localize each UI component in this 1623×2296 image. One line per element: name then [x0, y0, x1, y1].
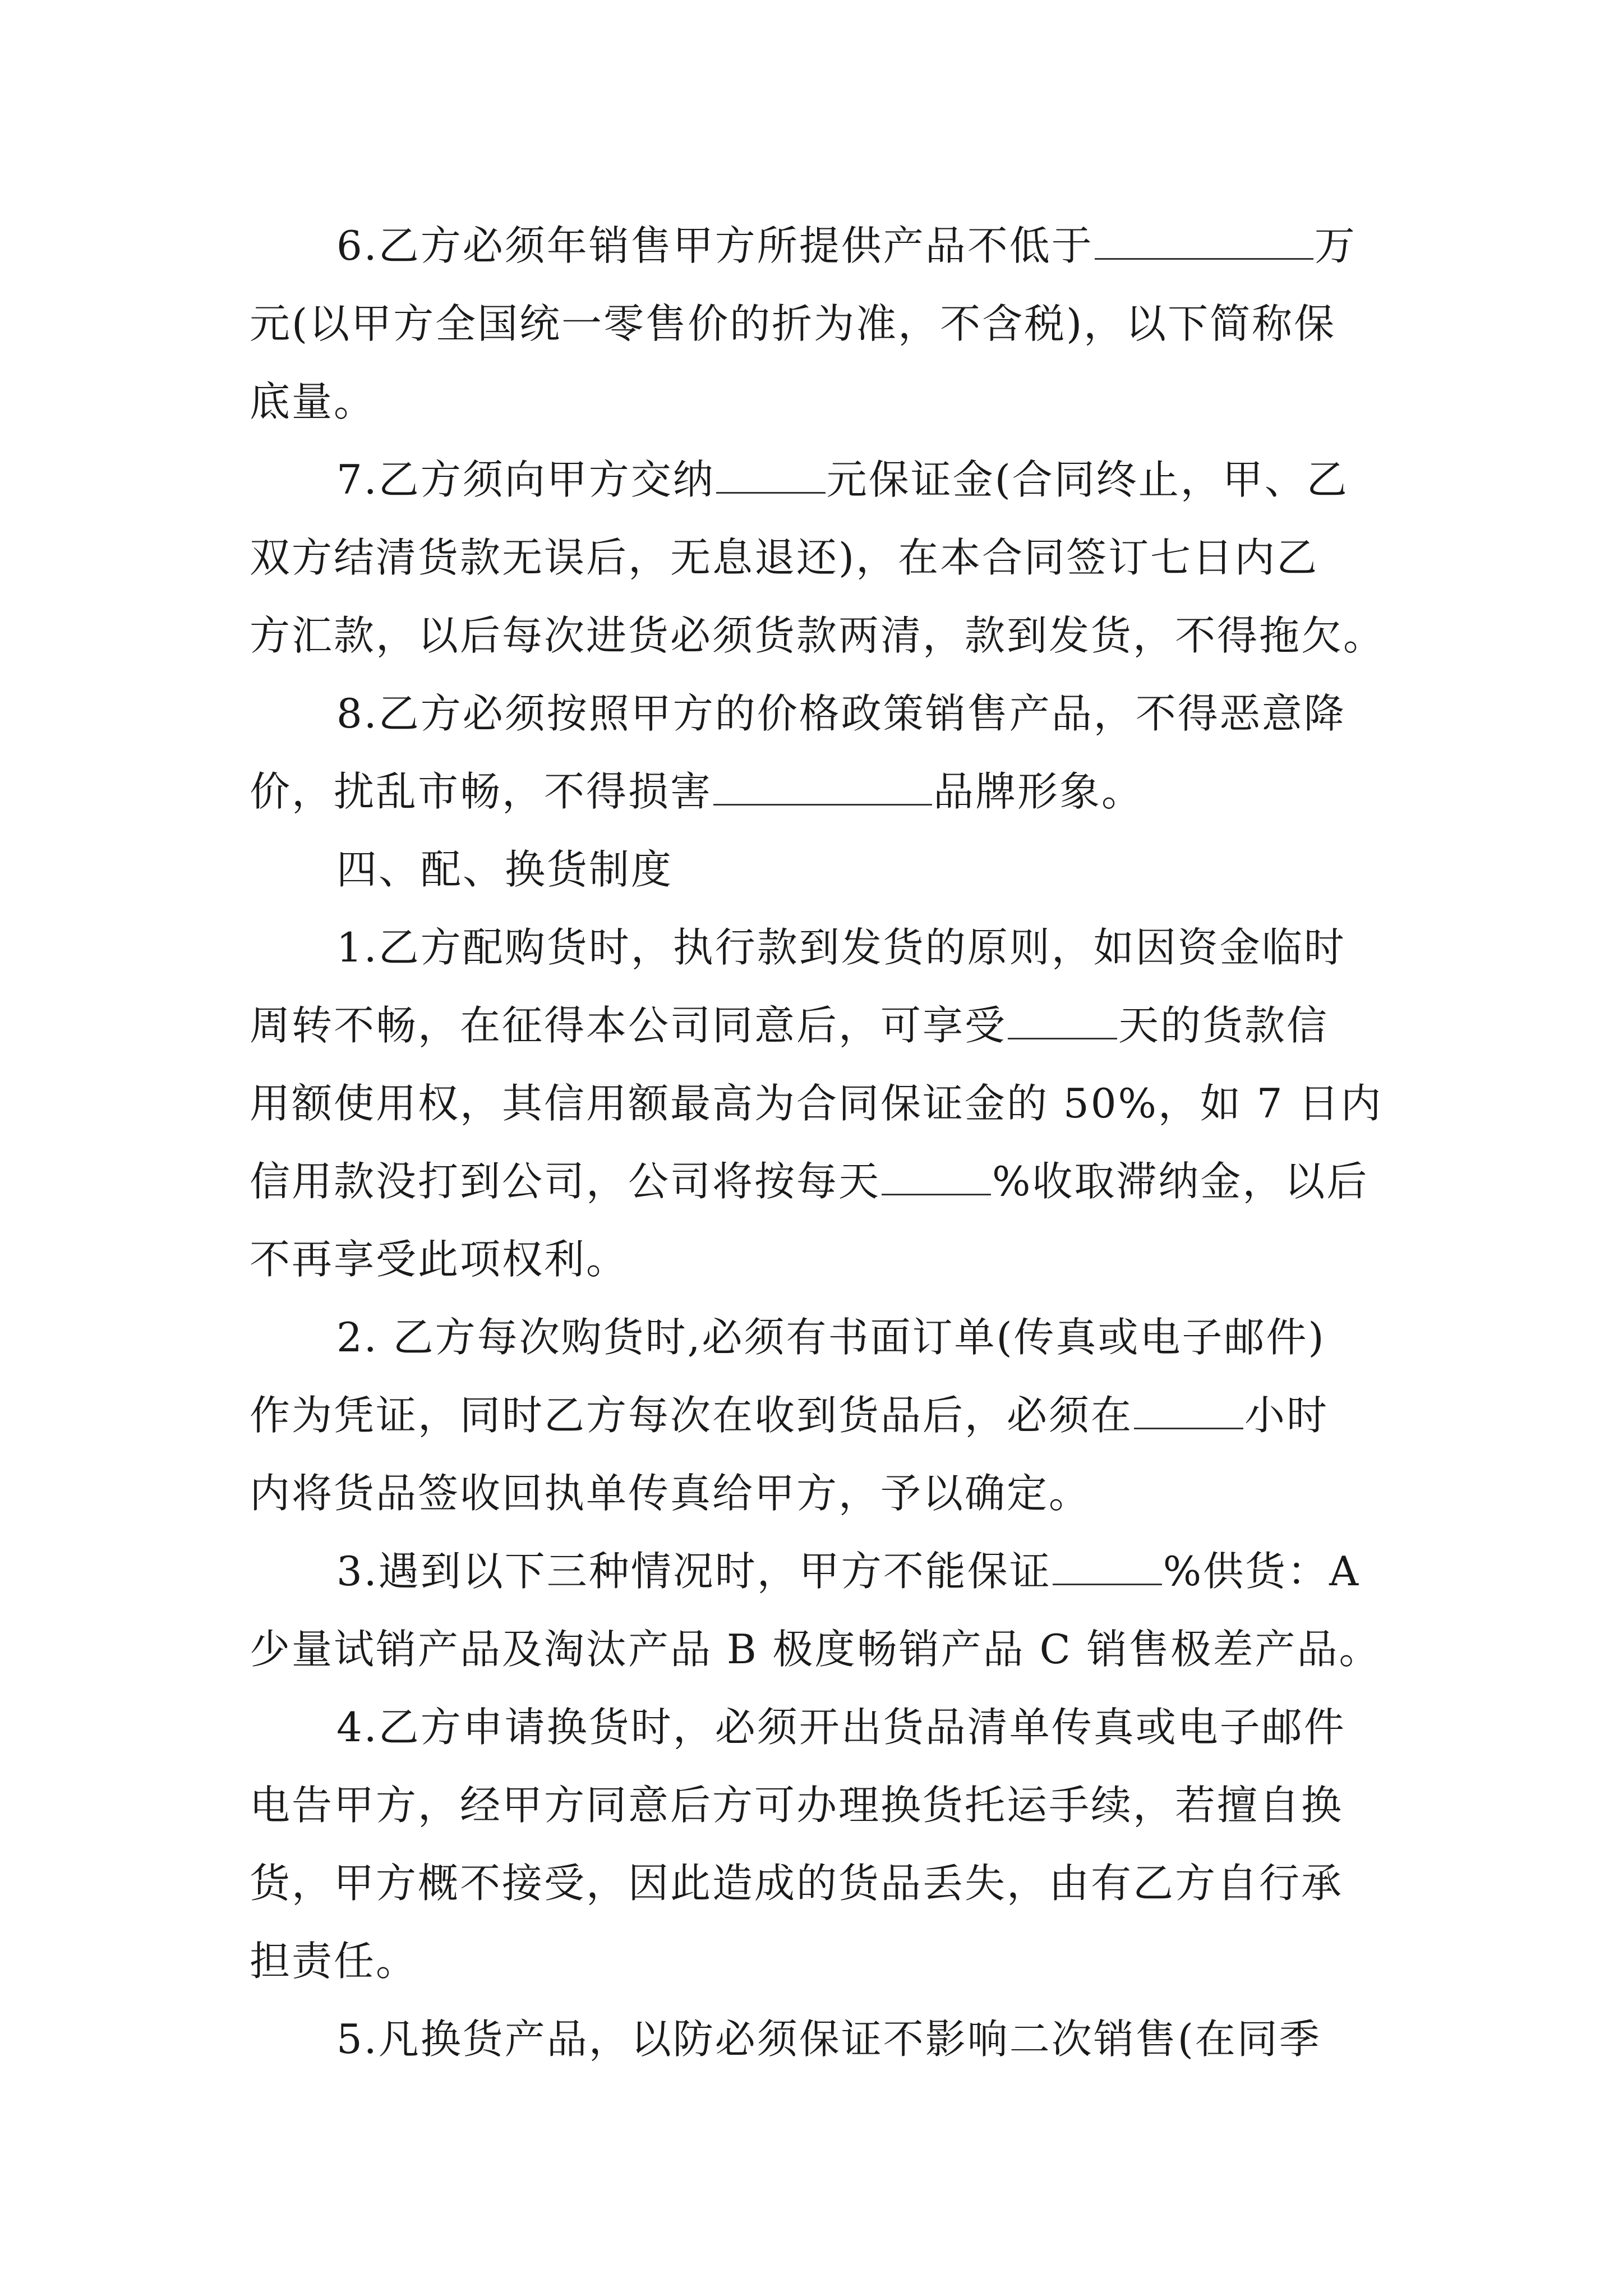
text-line: 货，甲方概不接受，因此造成的货品丢失，由有乙方自行承 — [250, 1860, 1344, 1907]
text-segment: 信用款没打到公司，公司将按每天 — [250, 1158, 881, 1205]
text-segment: 万 — [1314, 222, 1357, 269]
text-segment: 价，扰乱市畅，不得损害 — [250, 768, 713, 815]
text-line: 方汇款，以后每次进货必须货款两清，款到发货，不得拖欠。 — [250, 612, 1386, 659]
fill-in-blank — [716, 457, 826, 494]
text-line: 2. 乙方每次购货时,必须有书面订单(传真或电子邮件) — [336, 1314, 1326, 1361]
text-segment: %供货：A — [1163, 1548, 1361, 1595]
text-line: 用额使用权，其信用额最高为合同保证金的 50%，如 7 日内 — [250, 1080, 1383, 1127]
fill-in-blank — [1053, 1549, 1162, 1585]
fill-in-blank — [1134, 1393, 1243, 1429]
text-segment: %收取滞纳金，以后 — [992, 1158, 1369, 1205]
fill-in-blank — [1008, 1003, 1117, 1039]
text-segment: 小时 — [1244, 1392, 1329, 1439]
text-line: 电告甲方，经甲方同意后方可办理换货托运手续，若擅自换 — [250, 1782, 1344, 1829]
text-line: 少量试销产品及淘汰产品 B 极度畅销产品 C 销售极差产品。 — [250, 1626, 1381, 1673]
text-line: 元(以甲方全国统一零售价的折为准，不含税)，以下简称保 — [250, 300, 1336, 347]
text-segment: 品牌形象。 — [933, 768, 1144, 815]
text-line: 1.乙方配购货时，执行款到发货的原则，如因资金临时 — [336, 924, 1346, 971]
text-line — [250, 997, 1329, 1053]
fill-in-blank — [882, 1159, 991, 1195]
section-heading: 四、配、换货制度 — [336, 846, 674, 893]
text-line: 不再享受此项权利。 — [250, 1236, 629, 1283]
text-line: 5.凡换货产品，以防必须保证不影响二次销售(在同季 — [336, 2016, 1321, 2063]
text-segment: 6.乙方必须年销售甲方所提供产品不低于 — [336, 222, 1094, 269]
text-line: 内将货品签收回执单传真给甲方，予以确定。 — [250, 1470, 1091, 1517]
text-line — [250, 1153, 1368, 1209]
text-segment: 元保证金(合同终止，甲、乙 — [826, 456, 1349, 503]
text-line: 底量。 — [250, 378, 376, 425]
text-segment: 作为凭证，同时乙方每次在收到货品后，必须在 — [250, 1392, 1133, 1439]
text-line — [336, 1543, 1360, 1599]
fill-in-blank — [1095, 223, 1313, 260]
text-line — [250, 1387, 1329, 1443]
text-line — [336, 218, 1357, 274]
text-line — [250, 763, 1144, 820]
text-line: 担责任。 — [250, 1938, 418, 1985]
text-line: 4.乙方申请换货时，必须开出货品清单传真或电子邮件 — [336, 1704, 1346, 1751]
text-segment: 周转不畅，在征得本公司同意后，可享受 — [250, 1002, 1007, 1049]
text-line: 双方结清货款无误后，无息退还)，在本合同签订七日内乙 — [250, 534, 1319, 581]
text-segment: 3.遇到以下三种情况时，甲方不能保证 — [336, 1548, 1052, 1595]
text-line: 8.乙方必须按照甲方的价格政策销售产品，不得恶意降 — [336, 690, 1346, 737]
text-segment: 天的货款信 — [1118, 1002, 1329, 1049]
text-segment: 7.乙方须向甲方交纳 — [336, 456, 715, 503]
fill-in-blank — [713, 769, 932, 806]
text-line — [336, 452, 1349, 508]
